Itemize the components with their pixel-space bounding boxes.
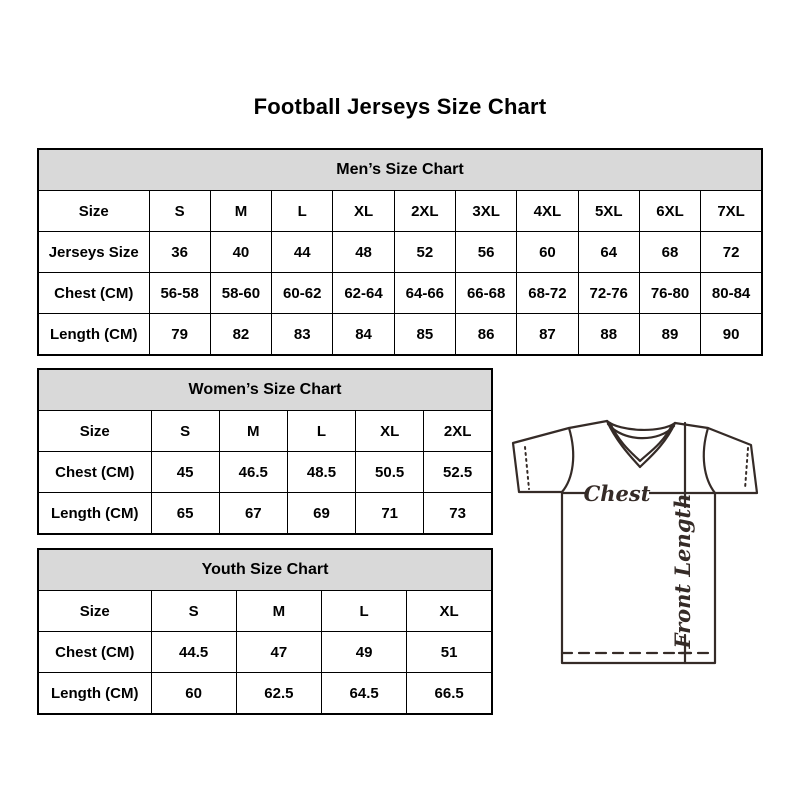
table-cell: 2XL (394, 191, 455, 232)
table-cell: 3XL (455, 191, 516, 232)
table-row (38, 673, 492, 715)
table-cell: 84 (333, 314, 394, 356)
right-cuff-stitch-line (745, 448, 748, 489)
table-cell: 4XL (517, 191, 578, 232)
table-cell: 60-62 (272, 273, 333, 314)
table-cell: 48.5 (287, 452, 355, 493)
table-cell: 64.5 (322, 673, 407, 715)
table-cell: 83 (272, 314, 333, 356)
table-cell: 50.5 (356, 452, 424, 493)
table-cell: M (219, 411, 287, 452)
table-cell: 44.5 (151, 632, 236, 673)
table-cell: 80-84 (701, 273, 762, 314)
row-label: Chest (CM) (38, 273, 149, 314)
table-cell: XL (356, 411, 424, 452)
left-cuff-stitch-line (525, 447, 529, 489)
table-title-row (38, 369, 492, 411)
table-cell: 56-58 (149, 273, 210, 314)
table-row (38, 314, 762, 356)
row-label: Chest (CM) (38, 632, 151, 673)
table-cell: 40 (210, 232, 271, 273)
table-cell: 44 (272, 232, 333, 273)
table-cell: 58-60 (210, 273, 271, 314)
table-cell: L (272, 191, 333, 232)
table-cell: 7XL (701, 191, 762, 232)
table-row (38, 591, 492, 632)
mens-table-title: Men’s Size Chart (38, 149, 762, 191)
table-cell: 73 (424, 493, 492, 535)
table-cell: 5XL (578, 191, 639, 232)
table-cell: 69 (287, 493, 355, 535)
table-row (38, 411, 492, 452)
table-row (38, 273, 762, 314)
table-cell: 68 (639, 232, 700, 273)
table-cell: 2XL (424, 411, 492, 452)
table-row (38, 232, 762, 273)
table-cell: 52 (394, 232, 455, 273)
table-cell: XL (333, 191, 394, 232)
row-label: Chest (CM) (38, 452, 151, 493)
table-cell: 60 (517, 232, 578, 273)
table-cell: 60 (151, 673, 236, 715)
table-cell: M (210, 191, 271, 232)
row-label: Length (CM) (38, 314, 149, 356)
table-cell: 48 (333, 232, 394, 273)
table-cell: 85 (394, 314, 455, 356)
table-cell: 76-80 (639, 273, 700, 314)
womens-size-table (37, 368, 493, 535)
table-cell: M (236, 591, 321, 632)
table-title-row (38, 149, 762, 191)
table-cell: 88 (578, 314, 639, 356)
row-label: Size (38, 191, 149, 232)
mens-size-table (37, 148, 763, 356)
jersey-diagram (505, 415, 765, 667)
table-cell: 62.5 (236, 673, 321, 715)
table-cell: 62-64 (333, 273, 394, 314)
front-length-label: Front Length (670, 493, 695, 649)
table-cell: 82 (210, 314, 271, 356)
table-cell: L (287, 411, 355, 452)
table-cell: 68-72 (517, 273, 578, 314)
table-cell: 64 (578, 232, 639, 273)
table-cell: 36 (149, 232, 210, 273)
collar-back-arc-1 (607, 421, 675, 430)
table-cell: 64-66 (394, 273, 455, 314)
left-armhole-seam (562, 428, 573, 492)
table-cell: 72-76 (578, 273, 639, 314)
youth-table-title: Youth Size Chart (38, 549, 492, 591)
table-cell: 89 (639, 314, 700, 356)
table-title-row (38, 549, 492, 591)
chest-label: Chest (583, 481, 651, 506)
table-cell: 72 (701, 232, 762, 273)
table-cell: 71 (356, 493, 424, 535)
table-cell: 47 (236, 632, 321, 673)
row-label: Length (CM) (38, 673, 151, 715)
table-cell: XL (407, 591, 492, 632)
table-cell: 86 (455, 314, 516, 356)
row-label: Length (CM) (38, 493, 151, 535)
table-cell: 87 (517, 314, 578, 356)
table-row (38, 452, 492, 493)
table-cell: 45 (151, 452, 219, 493)
table-cell: 52.5 (424, 452, 492, 493)
table-cell: 6XL (639, 191, 700, 232)
row-label: Size (38, 591, 151, 632)
table-cell: 66-68 (455, 273, 516, 314)
table-cell: S (151, 411, 219, 452)
table-cell: L (322, 591, 407, 632)
table-cell: S (151, 591, 236, 632)
youth-size-table (37, 548, 493, 715)
table-cell: 49 (322, 632, 407, 673)
table-row (38, 632, 492, 673)
table-cell: 66.5 (407, 673, 492, 715)
table-cell: 46.5 (219, 452, 287, 493)
jersey-diagram-svg (505, 415, 765, 667)
table-cell: 67 (219, 493, 287, 535)
table-cell: 56 (455, 232, 516, 273)
row-label: Size (38, 411, 151, 452)
row-label: Jerseys Size (38, 232, 149, 273)
table-cell: 51 (407, 632, 492, 673)
table-cell: S (149, 191, 210, 232)
table-cell: 90 (701, 314, 762, 356)
table-cell: 79 (149, 314, 210, 356)
table-cell: 65 (151, 493, 219, 535)
womens-table-title: Women’s Size Chart (38, 369, 492, 411)
table-row (38, 191, 762, 232)
page-title: Football Jerseys Size Chart (253, 94, 547, 119)
table-row (38, 493, 492, 535)
right-armhole-seam (704, 428, 715, 493)
